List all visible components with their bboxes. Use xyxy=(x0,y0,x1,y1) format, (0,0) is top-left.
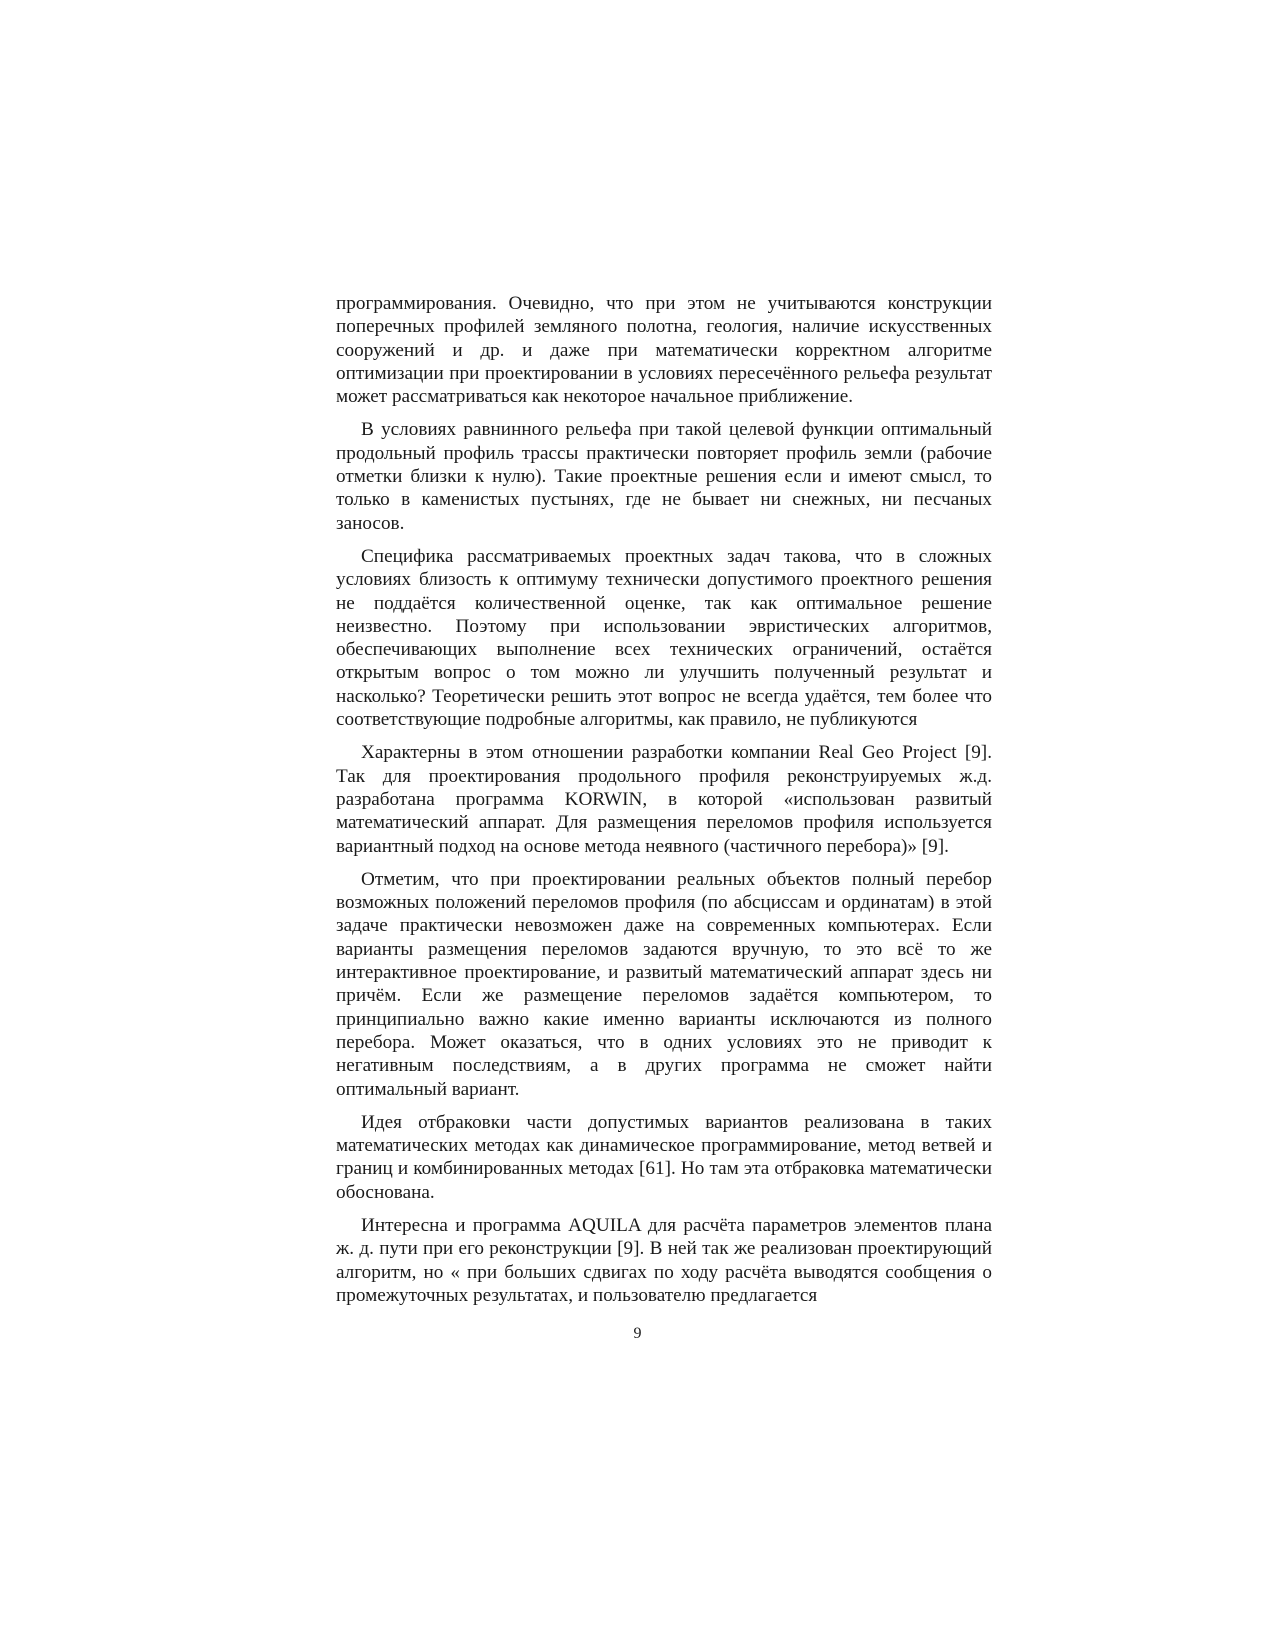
paragraph-6: Идея отбраковки части допустимых вариантов реализована в таких математических методах как динамическое программирование, метод ветвей и границ и комбинированных методах [61]. Но там эта отбраковка математически обоснована. xyxy=(336,1111,992,1203)
paragraph-4: Характерны в этом отношении разработки компании Real Geo Project [9]. Так для проектирования продольного профиля реконструируемых ж.д. разработана программа KORWIN, в которой «использован развитый математический аппарат. Для размещения переломов профиля используется вариантный подход на основе метода неявного (частичного перебора)» [9]. xyxy=(336,742,992,857)
paragraph-1: программирования. Очевидно, что при этом не учитываются конструкции поперечных профилей земляного полотна, геология, наличие искусственных сооружений и др. и даже при математически корректном алгоритме оптимизации при проектировании в условиях пересечённого рельефа результат может рассматриваться как некоторое начальное приближение. xyxy=(336,293,992,408)
paragraph-5: Отметим, что при проектировании реальных объектов полный перебор возможных положений переломов профиля (по абсциссам и ординатам) в этой задаче практически невозможен даже на современных компьютерах. Если варианты размещения переломов задаются вручную, то это всё то же интерактивное проектирование, и развитый математический аппарат здесь ни причём. Если же размещение переломов задаётся компьютером, то принципиально важно какие именно варианты исключаются из полного перебора. Может оказаться, что в одних условиях это не приводит к негативным последствиям, а в других программа не сможет найти оптимальный вариант. xyxy=(336,868,992,1100)
page-number: 9 xyxy=(633,1325,642,1342)
body-text xyxy=(336,292,992,1317)
paragraph-3: Специфика рассматриваемых проектных задач такова, что в сложных условиях близость к оптимуму технически допустимого проектного решения не поддаётся количественной оценке, так как оптимальное решение неизвестно. Поэтому при использовании эвристических алгоритмов, обеспечивающих выполнение всех технических ограничений, остаётся открытым вопрос о том можно ли улучшить полученный результат и насколько? Теоретически решить этот вопрос не всегда удаётся, тем более что соответствующие подробные алгоритмы, как правило, не публикуются xyxy=(336,545,992,731)
paragraph-7: Интересна и программа AQUILA для расчёта параметров элементов плана ж. д. пути при его реконструкции [9]. В ней так же реализован проектирующий алгоритм, но « при больших сдвигах по ходу расчёта выводятся сообщения о промежуточных результатах, и пользователю предлагается xyxy=(336,1214,992,1306)
paragraph-2: В условиях равнинного рельефа при такой целевой функции оптимальный продольный профиль трассы практически повторяет профиль земли (рабочие отметки близки к нулю). Такие проектные решения если и имеют смысл, то только в каменистых пустынях, где не бывает ни снежных, ни песчаных заносов. xyxy=(336,419,992,534)
